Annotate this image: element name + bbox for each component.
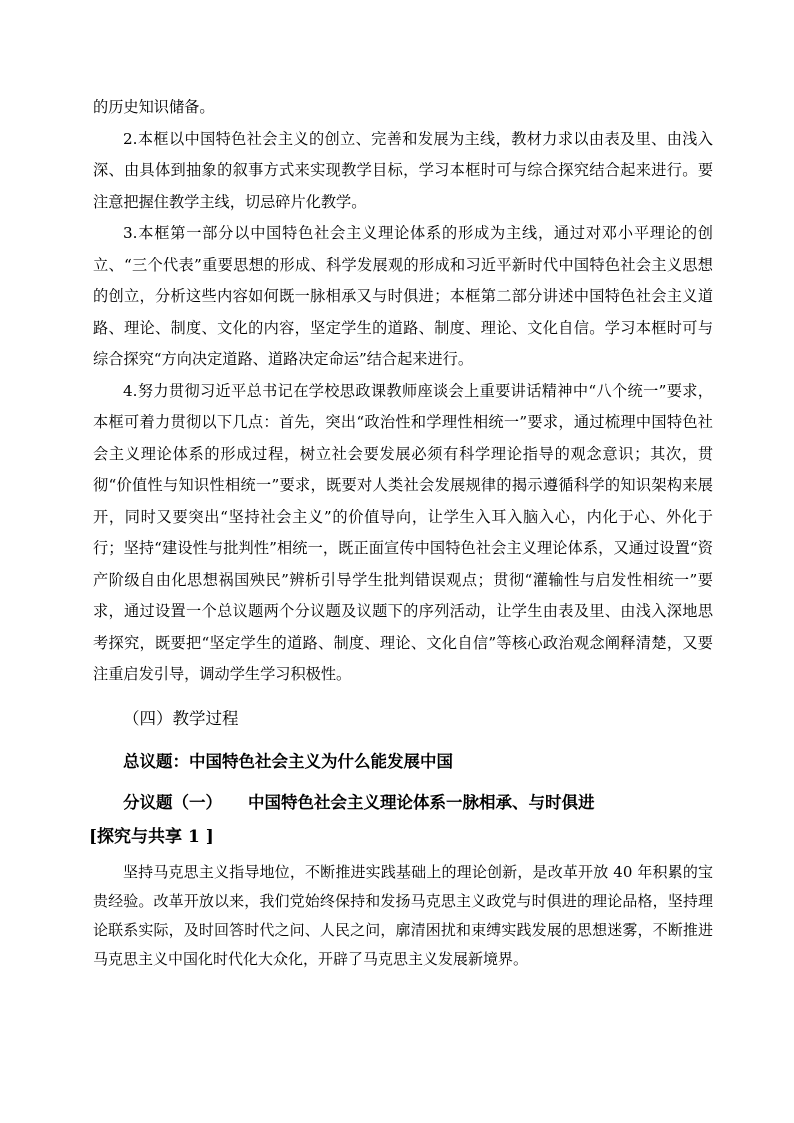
paragraph-point-2: 2.本框以中国特色社会主义的创立、完善和发展为主线，教材力求以由表及里、由浅入深、由具体到抽象的叙事方式来实现教学目标，学习本框时可与综合探究结合起来进行。要注意把握住教学主线，切忌碎片化教学。 — [93, 129, 713, 211]
sub-topic-heading — [93, 792, 713, 814]
sub-topic-label: 分议题（一） — [123, 792, 222, 812]
paragraph-continuation: 的历史知识储备。 — [93, 98, 215, 116]
explore-share-paragraph: 坚持马克思主义指导地位，不断推进实践基础上的理论创新，是改革开放 40 年积累的宝贵经验。改革开放以来，我们党始终保持和发扬马克思主义政党与时俱进的理论品格，坚持理论联系实际，及时回答时代之问、人民之问，廓清困扰和束缚实践发展的思想迷雾，不断推进马克思主义中国化时代化大众化，开辟了马克思主义发展新境界。 — [93, 862, 713, 968]
explore-share-heading: [探究与共享 1 ] — [89, 826, 214, 847]
paragraph-point-3: 3.本框第一部分以中国特色社会主义理论体系的形成为主线，通过对邓小平理论的创立、“三个代表”重要思想的形成、科学发展观的形成和习近平新时代中国特色社会主义思想的创立，分析这些内容如何既一脉相承又与时俱进；本框第二部分讲述中国特色社会主义道路、理论、制度、文化的内容，坚定学生的道路、制度、理论、文化自信。学习本框时可与综合探究“方向决定道路、道路决定命运”结合起来进行。 — [93, 224, 713, 368]
section-heading-teaching-process: （四）教学过程 — [123, 708, 239, 728]
sub-topic-title: 中国特色社会主义理论体系一脉相承、与时俱进 — [248, 792, 595, 812]
main-topic-heading: 总议题：中国特色社会主义为什么能发展中国 — [123, 751, 453, 771]
paragraph-point-4: 4.努力贯彻习近平总书记在学校思政课教师座谈会上重要讲话精神中“八个统一”要求，本框可着力贯彻以下几点：首先，突出“政治性和学理性相统一”要求，通过梳理中国特色社会主义理论体系的形成过程，树立社会要发展必须有科学理论指导的观念意识；其次，贯彻“价值性与知识性相统一”要求，既要对人类社会发展规律的揭示遵循科学的知识架构来展开，同时又要突出“坚持社会主义”的价值导向，让学生入耳入脑入心，内化于心、外化于行；坚持“建设性与批判性”相统一，既正面宣传中国特色社会主义理论体系，又通过设置“资产阶级自由化思想祸国殃民”辨析引导学生批判错误观点；贯彻“灌输性与启发性相统一”要求，通过设置一个总议题两个分议题及议题下的序列活动，让学生由表及里、由浅入深地思考探究，既要把“坚定学生的道路、制度、理论、文化自信”等核心政治观念阐释清楚，又要注重启发引导，调动学生学习积极性。 — [93, 381, 713, 683]
document-body — [89, 92, 713, 974]
